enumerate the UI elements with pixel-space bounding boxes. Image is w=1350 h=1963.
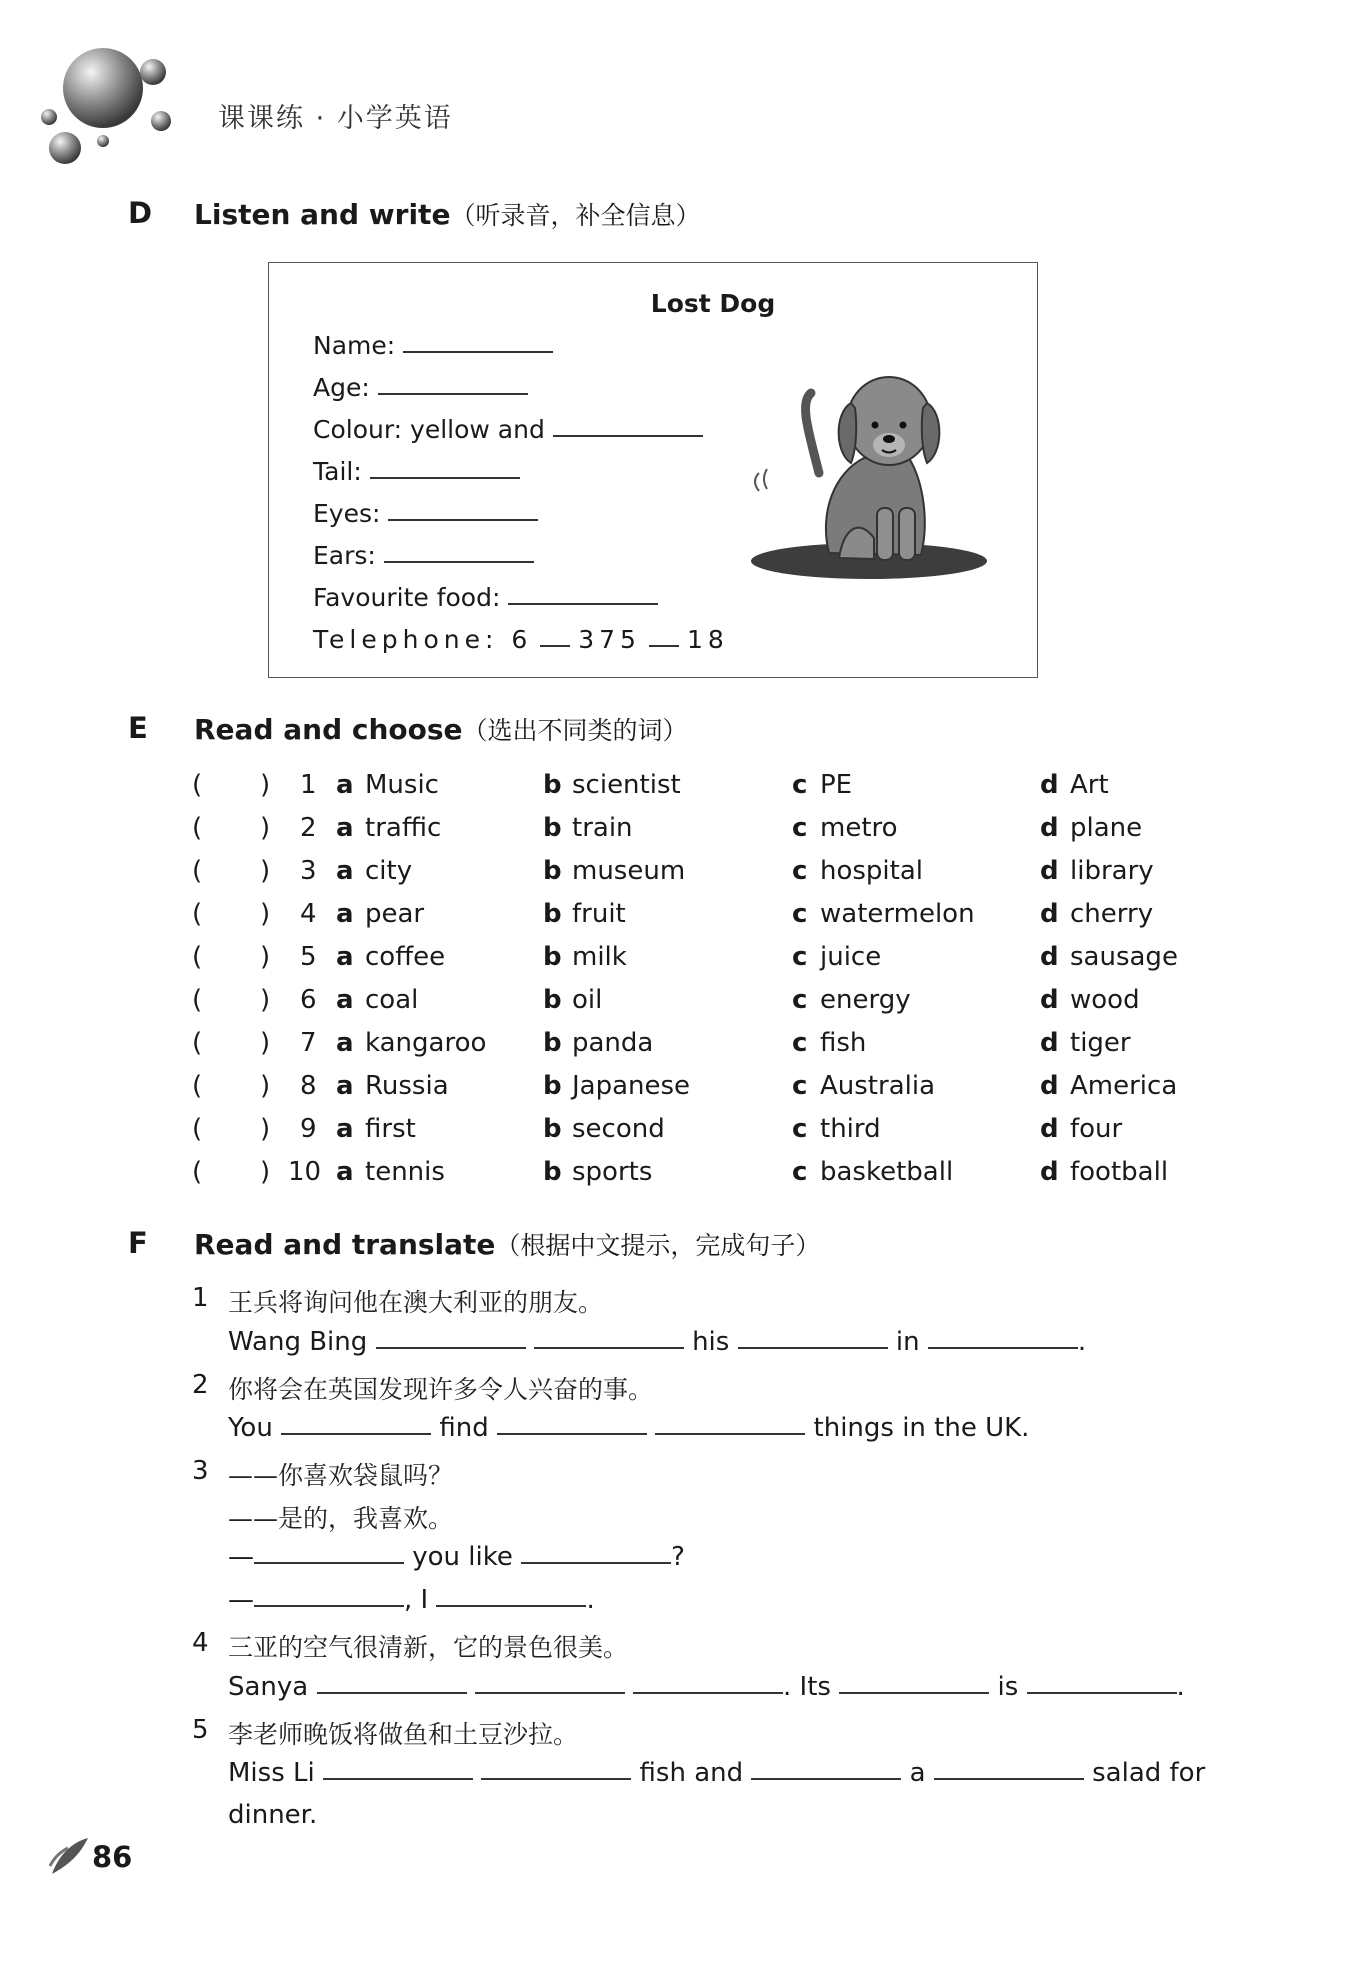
- answer-bracket[interactable]: ( ): [192, 1028, 271, 1058]
- section-d-title-text: Listen and write: [194, 198, 451, 231]
- option-c[interactable]: juice: [820, 942, 882, 972]
- q5-blank-4[interactable]: [934, 1778, 1084, 1780]
- option-letter-c: c: [792, 813, 808, 843]
- q2-blank-1[interactable]: [281, 1433, 431, 1435]
- answer-bracket[interactable]: ( ): [192, 942, 271, 972]
- option-a[interactable]: Music: [365, 770, 439, 800]
- option-b[interactable]: fruit: [572, 899, 626, 929]
- q5-chinese: 李老师晚饭将做鱼和土豆沙拉。: [228, 1720, 579, 1749]
- option-b[interactable]: second: [572, 1114, 665, 1144]
- book-title: 课课练 · 小学英语: [218, 103, 453, 134]
- option-d[interactable]: sausage: [1070, 942, 1178, 972]
- q3-number: 3: [192, 1456, 209, 1486]
- option-letter-b: b: [543, 1028, 562, 1058]
- q3-dash-2: —: [228, 1585, 254, 1615]
- option-letter-b: b: [543, 1157, 562, 1187]
- q4-word-1: Sanya: [228, 1672, 309, 1702]
- option-letter-c: c: [792, 1157, 808, 1187]
- q4-blank-3[interactable]: [633, 1692, 783, 1694]
- choose-row: [0, 899, 1350, 939]
- q1-blank-1[interactable]: [376, 1347, 526, 1349]
- option-c[interactable]: watermelon: [820, 899, 975, 929]
- q1-number: 1: [192, 1283, 209, 1313]
- q3-end: .: [586, 1585, 595, 1615]
- option-letter-d: d: [1040, 942, 1059, 972]
- q5-word-2: fish and: [639, 1758, 744, 1788]
- option-letter-b: b: [543, 770, 562, 800]
- choose-row: [0, 942, 1350, 982]
- field-age-blank[interactable]: [378, 393, 528, 395]
- field-tail-label: Tail:: [313, 457, 362, 486]
- choose-row: [0, 1114, 1350, 1154]
- option-letter-d: d: [1040, 1028, 1059, 1058]
- option-letter-c: c: [792, 856, 808, 886]
- option-b[interactable]: panda: [572, 1028, 654, 1058]
- q1-blank-2[interactable]: [534, 1347, 684, 1349]
- section-e-subtitle: （选出不同类的词）: [462, 716, 688, 745]
- option-letter-a: a: [336, 1028, 354, 1058]
- telephone-part3: 18: [686, 625, 729, 654]
- answer-bracket[interactable]: ( ): [192, 856, 271, 886]
- dog-illustration: [739, 363, 999, 583]
- option-c[interactable]: third: [820, 1114, 881, 1144]
- field-colour: [313, 415, 703, 444]
- q5-blank-1[interactable]: [323, 1778, 473, 1780]
- option-a[interactable]: Russia: [365, 1071, 449, 1101]
- option-a[interactable]: traffic: [365, 813, 442, 843]
- section-e-title: [194, 711, 688, 747]
- option-b[interactable]: Japanese: [572, 1071, 691, 1101]
- q3-chinese-1: ——你喜欢袋鼠吗？: [228, 1461, 454, 1490]
- option-b[interactable]: museum: [572, 856, 686, 886]
- q4-word-3: is: [997, 1672, 1019, 1702]
- field-food: [313, 583, 658, 612]
- choose-row: [0, 985, 1350, 1025]
- question-number: 2: [300, 813, 317, 843]
- field-eyes-blank[interactable]: [388, 519, 538, 521]
- question-number: 5: [300, 942, 317, 972]
- option-a[interactable]: first: [365, 1114, 416, 1144]
- q2-word-1: You: [228, 1413, 273, 1443]
- field-name-label: Name:: [313, 331, 396, 360]
- q1-chinese: 王兵将询问他在澳大利亚的朋友。: [228, 1288, 604, 1317]
- q3-question-mark: ?: [671, 1542, 685, 1572]
- q3-blank-1[interactable]: [254, 1562, 404, 1564]
- q2-sentence: [228, 1413, 1029, 1443]
- q4-blank-5[interactable]: [1027, 1692, 1177, 1694]
- q5-word-3: a: [909, 1758, 926, 1788]
- option-letter-d: d: [1040, 856, 1059, 886]
- option-b[interactable]: sports: [572, 1157, 653, 1187]
- section-e-title-text: Read and choose: [194, 713, 463, 746]
- q4-number: 4: [192, 1628, 209, 1658]
- option-c[interactable]: energy: [820, 985, 911, 1015]
- option-a[interactable]: coffee: [365, 942, 446, 972]
- q2-word-3: things in the UK.: [813, 1413, 1030, 1443]
- option-a[interactable]: pear: [365, 899, 425, 929]
- option-letter-d: d: [1040, 899, 1059, 929]
- option-letter-c: c: [792, 770, 808, 800]
- field-age: [313, 373, 528, 402]
- question-number: 1: [300, 770, 317, 800]
- field-tail-blank[interactable]: [370, 477, 520, 479]
- field-food-label: Favourite food:: [313, 583, 501, 612]
- option-letter-c: c: [792, 1114, 808, 1144]
- telephone-label: Telephone: 6: [313, 625, 533, 654]
- question-number: 3: [300, 856, 317, 886]
- q3-blank-4[interactable]: [436, 1605, 586, 1607]
- option-b[interactable]: oil: [572, 985, 603, 1015]
- field-colour-blank[interactable]: [553, 435, 703, 437]
- choose-row: [0, 856, 1350, 896]
- q4-blank-2[interactable]: [475, 1692, 625, 1694]
- answer-bracket[interactable]: ( ): [192, 985, 271, 1015]
- option-letter-c: c: [792, 985, 808, 1015]
- section-d-title: [194, 196, 700, 232]
- option-letter-a: a: [336, 899, 354, 929]
- option-d[interactable]: four: [1070, 1114, 1123, 1144]
- q1-word-1: Wang Bing: [228, 1327, 368, 1357]
- field-eyes: [313, 499, 538, 528]
- question-number: 7: [300, 1028, 317, 1058]
- option-letter-c: c: [792, 942, 808, 972]
- choose-row: [0, 1071, 1350, 1111]
- q4-blank-1[interactable]: [317, 1692, 467, 1694]
- choose-row: [0, 1157, 1350, 1197]
- q3-chinese-2: ——是的，我喜欢。: [228, 1504, 454, 1533]
- q3-sentence-2: [228, 1585, 595, 1615]
- telephone-blank-1[interactable]: [540, 645, 570, 647]
- answer-bracket[interactable]: ( ): [192, 1114, 271, 1144]
- question-number: 4: [300, 899, 317, 929]
- option-letter-b: b: [543, 899, 562, 929]
- leaf-icon: [48, 1836, 92, 1876]
- answer-bracket[interactable]: ( ): [192, 770, 271, 800]
- q2-number: 2: [192, 1370, 209, 1400]
- telephone-part2: 375: [578, 625, 641, 654]
- q1-word-3: in: [895, 1327, 920, 1357]
- option-letter-a: a: [336, 942, 354, 972]
- field-name: [313, 331, 553, 360]
- q2-word-2: find: [439, 1413, 489, 1443]
- q4-end: .: [1176, 1672, 1185, 1702]
- option-letter-d: d: [1040, 770, 1059, 800]
- q1-end: .: [1077, 1327, 1087, 1357]
- q3-blank-3[interactable]: [254, 1605, 404, 1607]
- field-name-blank[interactable]: [403, 351, 553, 353]
- section-f-subtitle: （根据中文提示，完成句子）: [495, 1231, 821, 1260]
- answer-bracket[interactable]: ( ): [192, 1157, 271, 1187]
- option-c[interactable]: metro: [820, 813, 898, 843]
- option-letter-a: a: [336, 770, 354, 800]
- field-telephone: [313, 625, 729, 654]
- answer-bracket[interactable]: ( ): [192, 899, 271, 929]
- question-number: 6: [300, 985, 317, 1015]
- option-d[interactable]: library: [1070, 856, 1154, 886]
- q3-word-1: you like: [412, 1542, 513, 1572]
- question-number: 10: [288, 1157, 322, 1187]
- answer-bracket[interactable]: ( ): [192, 813, 271, 843]
- q4-word-2: . Its: [783, 1672, 831, 1702]
- field-eyes-label: Eyes:: [313, 499, 381, 528]
- option-letter-c: c: [792, 1028, 808, 1058]
- option-letter-a: a: [336, 1071, 354, 1101]
- option-d[interactable]: America: [1070, 1071, 1178, 1101]
- section-f-letter: F: [128, 1226, 148, 1260]
- option-letter-c: c: [792, 899, 808, 929]
- section-d-subtitle: （听录音，补全信息）: [450, 201, 701, 230]
- option-letter-b: b: [543, 1071, 562, 1101]
- telephone-blank-2[interactable]: [649, 645, 679, 647]
- option-c[interactable]: fish: [820, 1028, 867, 1058]
- option-letter-d: d: [1040, 1114, 1059, 1144]
- option-letter-a: a: [336, 813, 354, 843]
- option-letter-a: a: [336, 1157, 354, 1187]
- page-number: 86: [92, 1840, 133, 1874]
- q2-chinese: 你将会在英国发现许多令人兴奋的事。: [228, 1375, 654, 1404]
- q1-blank-4[interactable]: [928, 1347, 1078, 1349]
- q3-dash-1: —: [228, 1542, 254, 1572]
- choose-row: [0, 1028, 1350, 1068]
- question-number: 9: [300, 1114, 317, 1144]
- q1-word-2: his: [692, 1327, 730, 1357]
- q5-word-1: Miss Li: [228, 1758, 315, 1788]
- option-letter-d: d: [1040, 813, 1059, 843]
- q4-sentence: [228, 1672, 1185, 1702]
- option-letter-d: d: [1040, 1071, 1059, 1101]
- option-letter-b: b: [543, 1114, 562, 1144]
- q5-word-4: salad for: [1092, 1758, 1206, 1788]
- q5-sentence: [228, 1758, 1205, 1788]
- option-d[interactable]: cherry: [1070, 899, 1154, 929]
- option-letter-d: d: [1040, 1157, 1059, 1187]
- answer-bracket[interactable]: ( ): [192, 1071, 271, 1101]
- section-d-letter: D: [128, 196, 153, 230]
- option-a[interactable]: city: [365, 856, 413, 886]
- q5-blank-3[interactable]: [751, 1778, 901, 1780]
- option-letter-a: a: [336, 1114, 354, 1144]
- section-e-letter: E: [128, 711, 148, 745]
- option-letter-c: c: [792, 1071, 808, 1101]
- option-d[interactable]: tiger: [1070, 1028, 1131, 1058]
- question-number: 8: [300, 1071, 317, 1101]
- q1-sentence: [228, 1327, 1086, 1357]
- lost-dog-card: [268, 262, 1038, 678]
- option-letter-a: a: [336, 985, 354, 1015]
- q3-comma: , I: [404, 1585, 429, 1615]
- q4-chinese: 三亚的空气很清新，它的景色很美。: [228, 1633, 629, 1662]
- q2-blank-2[interactable]: [497, 1433, 647, 1435]
- field-ears-blank[interactable]: [384, 561, 534, 563]
- option-letter-b: b: [543, 813, 562, 843]
- option-letter-b: b: [543, 985, 562, 1015]
- option-b[interactable]: train: [572, 813, 633, 843]
- option-d[interactable]: plane: [1070, 813, 1143, 843]
- choose-row: [0, 770, 1350, 810]
- field-ears-label: Ears:: [313, 541, 376, 570]
- bubbles-decoration: [35, 45, 185, 175]
- lost-dog-title: Lost Dog: [650, 289, 776, 318]
- q5-blank-2[interactable]: [481, 1778, 631, 1780]
- field-food-blank[interactable]: [508, 603, 658, 605]
- q4-blank-4[interactable]: [839, 1692, 989, 1694]
- option-letter-b: b: [543, 942, 562, 972]
- q5-number: 5: [192, 1715, 209, 1745]
- option-d[interactable]: wood: [1070, 985, 1140, 1015]
- field-age-label: Age:: [313, 373, 370, 402]
- q3-sentence-1: [228, 1542, 685, 1572]
- q3-blank-2[interactable]: [521, 1562, 671, 1564]
- option-a[interactable]: tennis: [365, 1157, 445, 1187]
- option-c[interactable]: hospital: [820, 856, 924, 886]
- option-letter-d: d: [1040, 985, 1059, 1015]
- section-f-title: [194, 1226, 820, 1262]
- option-b[interactable]: scientist: [572, 770, 681, 800]
- option-c[interactable]: Australia: [820, 1071, 936, 1101]
- option-c[interactable]: PE: [820, 770, 853, 800]
- field-ears: [313, 541, 534, 570]
- option-d[interactable]: football: [1070, 1157, 1169, 1187]
- option-a[interactable]: coal: [365, 985, 419, 1015]
- option-c[interactable]: basketball: [820, 1157, 954, 1187]
- field-colour-label: Colour: yellow and: [313, 415, 545, 444]
- option-b[interactable]: milk: [572, 942, 627, 972]
- q1-blank-3[interactable]: [738, 1347, 888, 1349]
- option-a[interactable]: kangaroo: [365, 1028, 487, 1058]
- q5-word-5: dinner.: [228, 1800, 318, 1830]
- choose-row: [0, 813, 1350, 853]
- option-d[interactable]: Art: [1070, 770, 1109, 800]
- section-f-title-text: Read and translate: [194, 1228, 496, 1261]
- option-letter-a: a: [336, 856, 354, 886]
- q2-blank-3[interactable]: [655, 1433, 805, 1435]
- field-tail: [313, 457, 520, 486]
- option-letter-b: b: [543, 856, 562, 886]
